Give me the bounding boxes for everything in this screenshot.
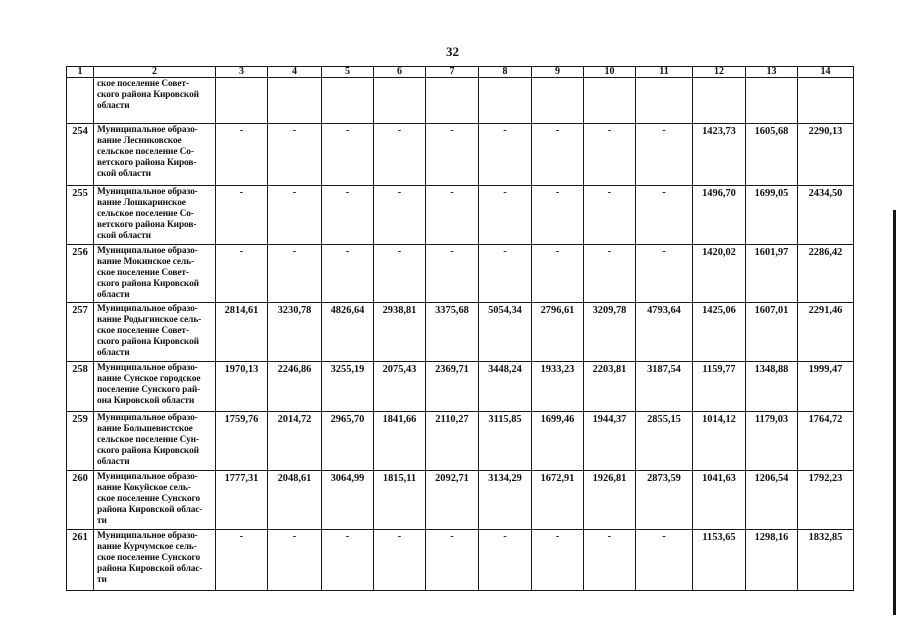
column-header-14: 14 xyxy=(798,67,854,78)
value-cell-col-10: - xyxy=(584,530,636,591)
value-cell-col-6: 2075,43 xyxy=(374,362,426,412)
value-cell-col-3: - xyxy=(216,530,268,591)
value-cell-col-6: - xyxy=(374,186,426,245)
value-cell-col-6: 1841,66 xyxy=(374,412,426,471)
table-row xyxy=(67,303,854,362)
municipality-name: Муниципальное образо- вание Родыгинское сель- ское поселение Совет- ского района Кировской области xyxy=(94,303,216,362)
municipality-name: ское поселение Совет- ского района Кировской области xyxy=(94,78,216,124)
value-cell-col-11: 4793,64 xyxy=(636,303,693,362)
column-header-3: 3 xyxy=(216,67,268,78)
value-cell-col-4: - xyxy=(268,186,322,245)
value-cell-col-4: 2014,72 xyxy=(268,412,322,471)
table-row xyxy=(67,412,854,471)
value-cell-col-6: - xyxy=(374,530,426,591)
value-cell-col-8: - xyxy=(479,245,532,303)
table-row xyxy=(67,362,854,412)
table-row xyxy=(67,124,854,186)
value-cell-col-8: - xyxy=(479,186,532,245)
value-cell-col-12: 1041,63 xyxy=(693,471,746,530)
value-cell-col-14: 1764,72 xyxy=(798,412,854,471)
value-cell-col-5 xyxy=(322,78,374,124)
value-cell-col-7: 2092,71 xyxy=(426,471,479,530)
column-header-1: 1 xyxy=(67,67,94,78)
value-cell-col-7 xyxy=(426,78,479,124)
value-cell-col-5: - xyxy=(322,245,374,303)
value-cell-col-13 xyxy=(746,78,798,124)
value-cell-col-11 xyxy=(636,78,693,124)
value-cell-col-3: 2814,61 xyxy=(216,303,268,362)
page-edge-bar xyxy=(893,210,896,615)
value-cell-col-5: - xyxy=(322,186,374,245)
value-cell-col-4: - xyxy=(268,124,322,186)
value-cell-col-12: 1423,73 xyxy=(693,124,746,186)
municipality-name: Муниципальное образо- вание Кокуйское сель- ское поселение Сунского района Кировской облас- ти xyxy=(94,471,216,530)
value-cell-col-14: 2286,42 xyxy=(798,245,854,303)
value-cell-col-12: 1425,06 xyxy=(693,303,746,362)
value-cell-col-4: - xyxy=(268,245,322,303)
value-cell-col-11: - xyxy=(636,124,693,186)
value-cell-col-5: 3255,19 xyxy=(322,362,374,412)
column-header-8: 8 xyxy=(479,67,532,78)
header-row xyxy=(67,67,854,78)
value-cell-col-9: 1672,91 xyxy=(532,471,584,530)
value-cell-col-4: 2048,61 xyxy=(268,471,322,530)
value-cell-col-8 xyxy=(479,78,532,124)
value-cell-col-7: - xyxy=(426,186,479,245)
value-cell-col-14: 1999,47 xyxy=(798,362,854,412)
value-cell-col-14: 2290,13 xyxy=(798,124,854,186)
value-cell-col-13: 1601,97 xyxy=(746,245,798,303)
table-row xyxy=(67,471,854,530)
value-cell-col-8: 3448,24 xyxy=(479,362,532,412)
value-cell-col-4 xyxy=(268,78,322,124)
value-cell-col-13: 1607,01 xyxy=(746,303,798,362)
value-cell-col-9: - xyxy=(532,245,584,303)
column-header-6: 6 xyxy=(374,67,426,78)
row-number: 261 xyxy=(67,530,94,591)
value-cell-col-11: 3187,54 xyxy=(636,362,693,412)
row-number: 255 xyxy=(67,186,94,245)
value-cell-col-10 xyxy=(584,78,636,124)
municipality-name: Муниципальное образо- вание Мокинское сель- ское поселение Совет- ского района Кировской области xyxy=(94,245,216,303)
table-row xyxy=(67,78,854,124)
column-header-4: 4 xyxy=(268,67,322,78)
municipality-name: Муниципальное образо- вание Лесниковское сельское поселение Со- ветского района Киров- ской области xyxy=(94,124,216,186)
value-cell-col-6 xyxy=(374,78,426,124)
value-cell-col-6: 1815,11 xyxy=(374,471,426,530)
value-cell-col-8: - xyxy=(479,124,532,186)
value-cell-col-12: 1153,65 xyxy=(693,530,746,591)
value-cell-col-6: 2938,81 xyxy=(374,303,426,362)
value-cell-col-5: 4826,64 xyxy=(322,303,374,362)
value-cell-col-7: 2369,71 xyxy=(426,362,479,412)
value-cell-col-12: 1496,70 xyxy=(693,186,746,245)
value-cell-col-10: 2203,81 xyxy=(584,362,636,412)
value-cell-col-3: 1759,76 xyxy=(216,412,268,471)
value-cell-col-11: 2873,59 xyxy=(636,471,693,530)
value-cell-col-5: 3064,99 xyxy=(322,471,374,530)
value-cell-col-5: - xyxy=(322,124,374,186)
value-cell-col-3: - xyxy=(216,124,268,186)
value-cell-col-10: 3209,78 xyxy=(584,303,636,362)
value-cell-col-7: 3375,68 xyxy=(426,303,479,362)
value-cell-col-6: - xyxy=(374,245,426,303)
value-cell-col-10: 1926,81 xyxy=(584,471,636,530)
value-cell-col-9 xyxy=(532,78,584,124)
value-cell-col-11: 2855,15 xyxy=(636,412,693,471)
value-cell-col-3: - xyxy=(216,245,268,303)
value-cell-col-10: 1944,37 xyxy=(584,412,636,471)
value-cell-col-8: 3134,29 xyxy=(479,471,532,530)
value-cell-col-14: 1832,85 xyxy=(798,530,854,591)
municipality-name: Муниципальное образо- вание Сунское городское поселение Сунского рай- она Кировской области xyxy=(94,362,216,412)
column-header-13: 13 xyxy=(746,67,798,78)
row-number: 257 xyxy=(67,303,94,362)
value-cell-col-4: 3230,78 xyxy=(268,303,322,362)
value-cell-col-12 xyxy=(693,78,746,124)
value-cell-col-8: - xyxy=(479,530,532,591)
value-cell-col-12: 1159,77 xyxy=(693,362,746,412)
value-cell-col-10: - xyxy=(584,186,636,245)
value-cell-col-10: - xyxy=(584,245,636,303)
value-cell-col-13: 1699,05 xyxy=(746,186,798,245)
value-cell-col-9: 1933,23 xyxy=(532,362,584,412)
row-number: 254 xyxy=(67,124,94,186)
value-cell-col-9: 2796,61 xyxy=(532,303,584,362)
column-header-10: 10 xyxy=(584,67,636,78)
value-cell-col-4: - xyxy=(268,530,322,591)
value-cell-col-8: 5054,34 xyxy=(479,303,532,362)
row-number: 258 xyxy=(67,362,94,412)
value-cell-col-6: - xyxy=(374,124,426,186)
value-cell-col-14: 2434,50 xyxy=(798,186,854,245)
value-cell-col-3: - xyxy=(216,186,268,245)
value-cell-col-13: 1179,03 xyxy=(746,412,798,471)
value-cell-col-9: 1699,46 xyxy=(532,412,584,471)
value-cell-col-7: 2110,27 xyxy=(426,412,479,471)
municipality-name: Муниципальное образо- вание Курчумское сель- ское поселение Сунского района Кировской облас- ти xyxy=(94,530,216,591)
value-cell-col-5: - xyxy=(322,530,374,591)
column-header-12: 12 xyxy=(693,67,746,78)
value-cell-col-13: 1298,16 xyxy=(746,530,798,591)
row-number: 260 xyxy=(67,471,94,530)
column-header-9: 9 xyxy=(532,67,584,78)
column-header-5: 5 xyxy=(322,67,374,78)
municipality-name: Муниципальное образо- вание Большевистское сельское поселение Сун- ского района Кировской области xyxy=(94,412,216,471)
table-row xyxy=(67,530,854,591)
column-header-11: 11 xyxy=(636,67,693,78)
municipality-name: Муниципальное образо- вание Лошкаринское сельское поселение Со- ветского района Киров- ской области xyxy=(94,186,216,245)
value-cell-col-8: 3115,85 xyxy=(479,412,532,471)
value-cell-col-13: 1605,68 xyxy=(746,124,798,186)
value-cell-col-3: 1777,31 xyxy=(216,471,268,530)
row-number: 256 xyxy=(67,245,94,303)
value-cell-col-7: - xyxy=(426,245,479,303)
value-cell-col-12: 1420,02 xyxy=(693,245,746,303)
row-number: 259 xyxy=(67,412,94,471)
value-cell-col-10: - xyxy=(584,124,636,186)
table-row xyxy=(67,186,854,245)
value-cell-col-7: - xyxy=(426,124,479,186)
value-cell-col-3 xyxy=(216,78,268,124)
value-cell-col-11: - xyxy=(636,530,693,591)
table-row xyxy=(67,245,854,303)
column-header-2: 2 xyxy=(94,67,216,78)
page-number: 32 xyxy=(446,44,459,59)
value-cell-col-9: - xyxy=(532,186,584,245)
value-cell-col-9: - xyxy=(532,124,584,186)
tariff-table xyxy=(66,66,854,591)
value-cell-col-11: - xyxy=(636,245,693,303)
value-cell-col-3: 1970,13 xyxy=(216,362,268,412)
value-cell-col-9: - xyxy=(532,530,584,591)
value-cell-col-14: 2291,46 xyxy=(798,303,854,362)
value-cell-col-7: - xyxy=(426,530,479,591)
value-cell-col-14: 1792,23 xyxy=(798,471,854,530)
value-cell-col-14 xyxy=(798,78,854,124)
row-number xyxy=(67,78,94,124)
value-cell-col-13: 1348,88 xyxy=(746,362,798,412)
value-cell-col-13: 1206,54 xyxy=(746,471,798,530)
value-cell-col-11: - xyxy=(636,186,693,245)
value-cell-col-5: 2965,70 xyxy=(322,412,374,471)
value-cell-col-12: 1014,12 xyxy=(693,412,746,471)
column-header-7: 7 xyxy=(426,67,479,78)
value-cell-col-4: 2246,86 xyxy=(268,362,322,412)
